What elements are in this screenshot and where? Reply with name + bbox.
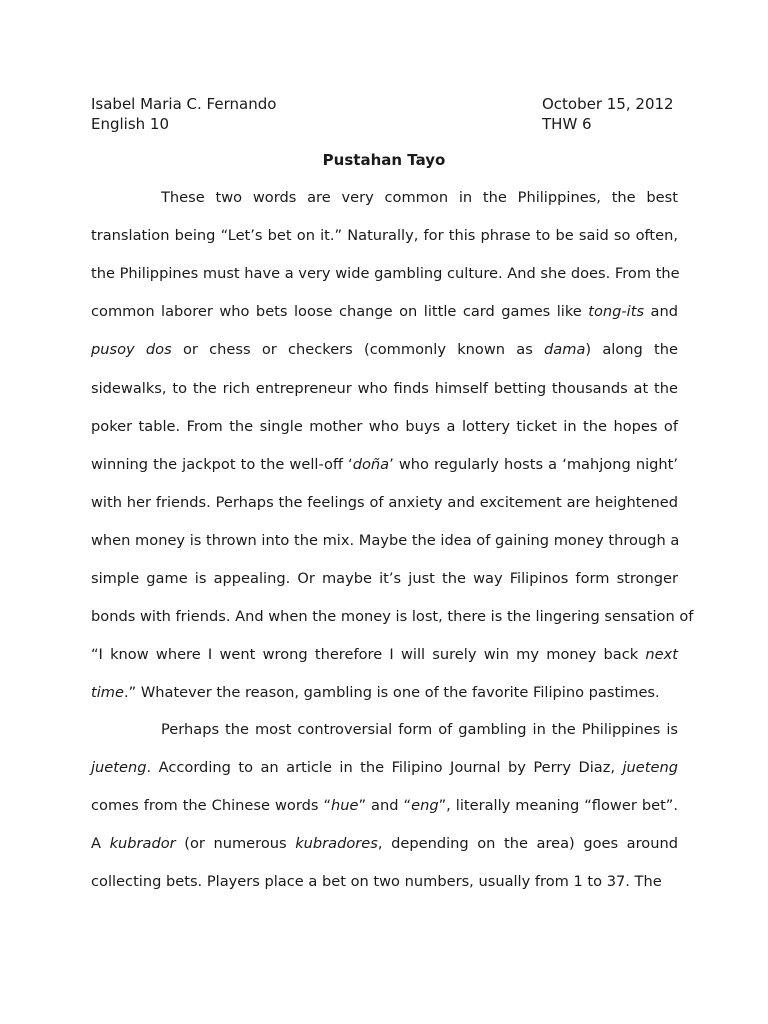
text-run: comes from the Chinese words “ (91, 797, 332, 814)
italic-term: eng (411, 797, 439, 814)
text-run: ”, literally meaning “flower bet”. (438, 797, 679, 814)
text-line (91, 683, 678, 703)
text-run: with her friends. Perhaps the feelings of anxiety and excitement are heightened (91, 494, 678, 511)
text-line (91, 417, 678, 437)
text-run: common laborer who bets loose change on little card games like (91, 303, 589, 320)
text-line (91, 302, 678, 322)
text-run: winning the jackpot to the well-off ‘ (91, 456, 353, 473)
italic-term: kubradores (295, 835, 378, 852)
text-run: bonds with friends. And when the money is lost, there is the lingering sensation of (91, 608, 694, 625)
italic-term: pusoy dos (91, 341, 172, 358)
essay-date: October 15, 2012 (542, 95, 674, 113)
text-run: and (644, 303, 678, 320)
text-line (91, 569, 678, 589)
text-line (91, 188, 678, 208)
italic-term: jueteng (622, 759, 678, 776)
text-line (91, 607, 694, 627)
italic-term: time (91, 684, 124, 701)
text-line (91, 645, 678, 665)
text-run: (or numerous (175, 835, 296, 852)
text-run: These two words are very common in the Philippines, the best (161, 189, 678, 206)
text-line (91, 455, 678, 475)
text-line (91, 872, 678, 892)
text-line (91, 758, 678, 778)
course-name: English 10 (91, 115, 170, 133)
text-line (91, 720, 678, 740)
header-left (91, 94, 276, 134)
text-line (91, 796, 678, 816)
author-name: Isabel Maria C. Fernando (91, 95, 277, 113)
text-run: or chess or checkers (commonly known as (171, 341, 545, 358)
text-run: sidewalks, to the rich entrepreneur who finds himself betting thousands at the (91, 380, 678, 397)
text-line (91, 340, 678, 360)
italic-term: doña (352, 456, 390, 473)
text-run: “I know where I went wrong therefore I will surely win my money back (91, 646, 646, 663)
text-run: translation being “Let’s bet on it.” Naturally, for this phrase to be said so often, (91, 227, 678, 244)
italic-term: dama (544, 341, 586, 358)
essay-title: Pustahan Tayo (322, 151, 446, 169)
italic-term: hue (331, 797, 359, 814)
text-run: Perhaps the most controversial form of gambling in the Philippines is (161, 721, 678, 738)
text-run: A (91, 835, 110, 852)
text-line (91, 379, 678, 399)
text-run: poker table. From the single mother who buys a lottery ticket in the hopes of (91, 418, 678, 435)
text-run: simple game is appealing. Or maybe it’s just the way Filipinos form stronger (91, 570, 678, 587)
header-right (542, 94, 674, 134)
text-run: the Philippines must have a very wide gambling culture. And she does. From the (91, 265, 680, 282)
text-line (91, 531, 678, 551)
text-run: ” and “ (358, 797, 412, 814)
assignment-label: THW 6 (542, 115, 592, 133)
text-line (91, 493, 678, 513)
italic-term: next (645, 646, 678, 663)
text-run: .” Whatever the reason, gambling is one of the favorite Filipino pastimes. (123, 684, 660, 701)
italic-term: jueteng (91, 759, 147, 776)
text-line (91, 264, 678, 284)
text-run: , depending on the area) goes around (377, 835, 678, 852)
text-run: ) along the (585, 341, 678, 358)
italic-term: kubrador (109, 835, 176, 852)
text-run: . According to an article in the Filipino Journal by Perry Diaz, (146, 759, 623, 776)
italic-term: tong-its (588, 303, 645, 320)
text-line (91, 834, 678, 854)
text-run: collecting bets. Players place a bet on two numbers, usually from 1 to 37. The (91, 873, 662, 890)
text-run: when money is thrown into the mix. Maybe the idea of gaining money through a (91, 532, 680, 549)
text-line (91, 226, 678, 246)
text-run: ’ who regularly hosts a ‘mahjong night’ (389, 456, 678, 473)
